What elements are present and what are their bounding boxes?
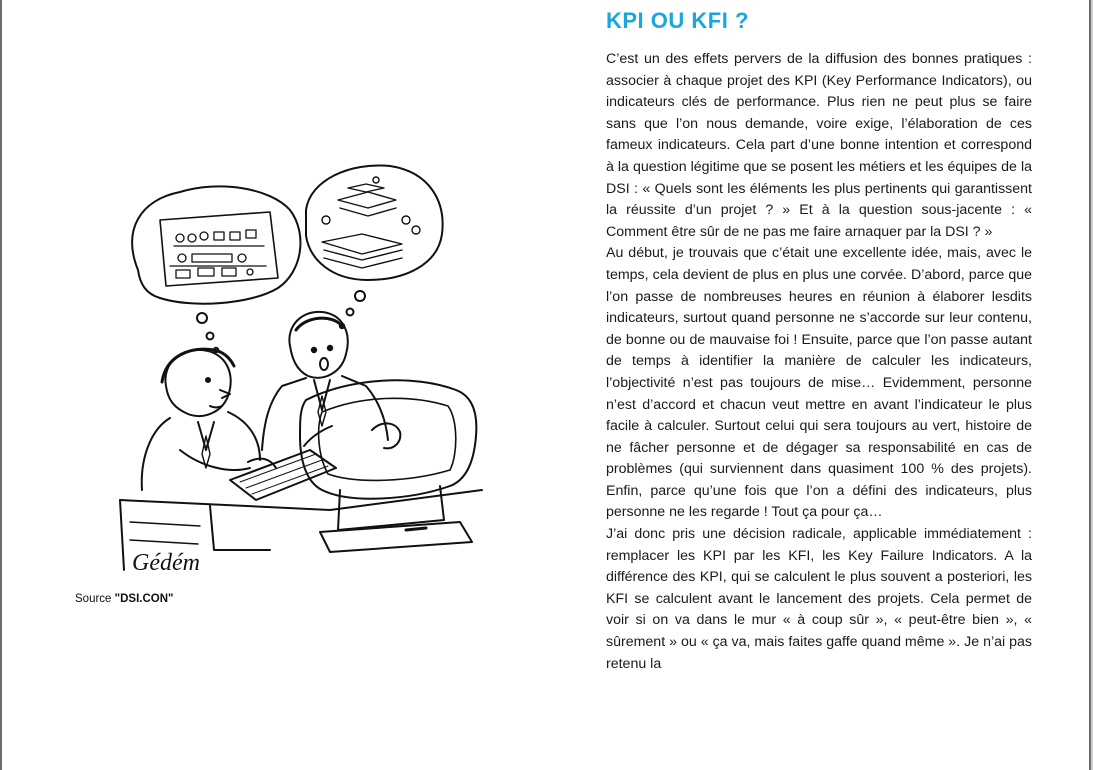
caption-prefix: Source [75, 593, 112, 605]
paragraph-1: C’est un des effets pervers de la diffusion des bonnes pratiques : associer à chaque projet des KPI (Key Performance Indicators), ou indicateurs clés de performance. Plus rien ne peut plus se faire sans que l’on nous demande, voire exige, l’élaboration de ces fameux indicateurs. Cela part d’une bonne intention et correspond à la question légitime que se posent les métiers et les équipes de la DSI : « Quels sont les éléments les plus pertinents qui garantissent la réussite d’un projet ? » Et à la question sous-jacente : « Comment être sûr de ne pas me faire arnaquer par la DSI ? » [606, 51, 1032, 240]
page-title: KPI OU KFI ? [606, 8, 749, 33]
paragraph-3: J’ai donc pris une décision radicale, applicable immédiatement : remplacer les KPI par les KFI, les Key Failure Indicators. A la différence des KPI, qui se calculent le plus souvent a posteriori, les KFI se calculent avant le lancement des projets. Cela permet de voir si on va dans le mur « à coup sûr », « peut-être bien », « sûrement » ou « ça va, mais faites gaffe quand même ». Je n’ai pas retenu la [606, 526, 1032, 672]
paragraph-2: Au début, je trouvais que c’était une excellente idée, mais, avec le temps, cela devient de plus en plus une corvée. D’abord, parce que l’on passe de nombreuses heures en réunion à élaborer lesdits indicateurs, surtout quand personne ne s’accorde sur leur contenu, de bonne ou de mauvaise foi ! Ensuite, parce que l’on passe autant de temps à identifier la manière de calculer les indicateurs, l’objectivité n’est pas toujours de mise… Evidemment, personne n’est d’accord et chacun veut mettre en avant l’indicateur le plus facile à calculer. Surtout celui qui sera toujours au vert, histoire de ne fâcher personne et de dégager sa responsabilité en cas de problèmes (qui surviennent dans quasiment 100 % des projets). Enfin, parce qu’une fois que l’on a défini des indicateurs, plus personne ne les regarde ! Tout ça pour ça… [606, 245, 1032, 521]
article-body [606, 49, 1032, 675]
caption-source: "DSI.CON" [114, 593, 174, 605]
figure-caption [75, 593, 173, 605]
artist-signature: Gédém [132, 550, 200, 576]
page-edge-left [0, 0, 2, 770]
cartoon-illustration [110, 150, 490, 580]
